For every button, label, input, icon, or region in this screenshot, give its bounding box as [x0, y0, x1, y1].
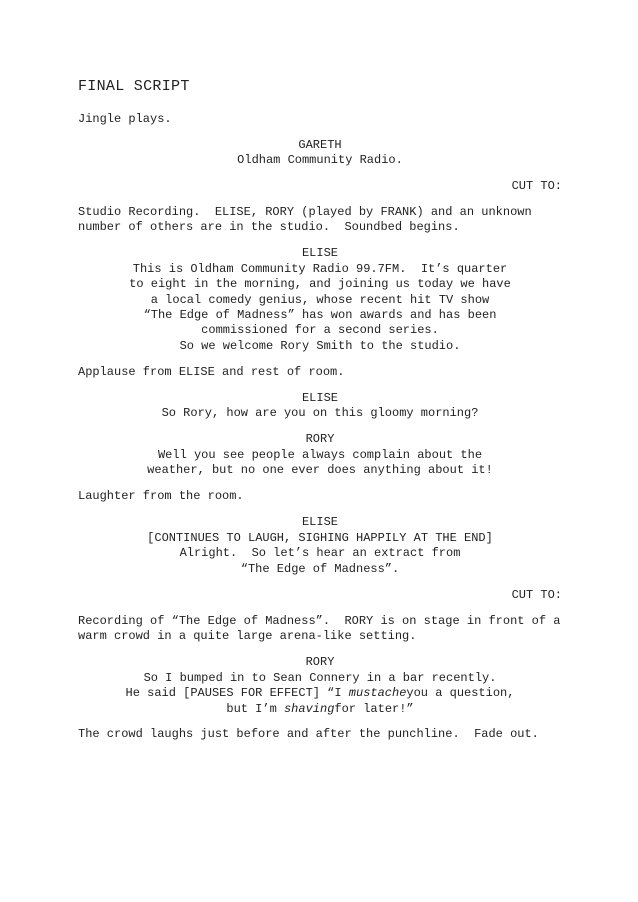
transition-cut-to: CUT TO:	[511, 588, 562, 602]
dialogue-line: “The Edge of Madness” has won awards and has been	[143, 308, 497, 322]
dialogue-line: to eight in the morning, and joining us today we have	[129, 277, 511, 291]
action-line: Applause from ELISE and rest of room.	[78, 365, 345, 379]
action-line: Laughter from the room.	[78, 489, 244, 503]
dialogue-line: So I bumped in to Sean Connery in a bar recently.	[143, 671, 497, 685]
scene-action-line: warm crowd in a quite large arena-like setting.	[78, 629, 417, 643]
dialogue-line	[78, 701, 562, 718]
dialogue-emphasis: mustache	[348, 686, 407, 700]
dialogue-text: but I’m	[226, 702, 284, 716]
dialogue-line: So we welcome Rory Smith to the studio.	[179, 339, 461, 353]
dialogue-text: you a question,	[406, 686, 515, 700]
dialogue-line: weather, but no one ever does anything about it!	[147, 463, 493, 477]
character-cue-elise: ELISE	[301, 515, 338, 529]
opening-action: Jingle plays.	[78, 112, 172, 126]
dialogue-line: a local comedy genius, whose recent hit TV show	[150, 293, 490, 307]
character-cue-elise: ELISE	[301, 246, 338, 260]
character-cue-elise: ELISE	[301, 391, 338, 405]
scene-action-line: number of others are in the studio. Soundbed begins.	[78, 220, 460, 234]
dialogue-gareth: Oldham Community Radio.	[237, 153, 403, 167]
dialogue-text: for later!”	[334, 702, 414, 716]
dialogue-line: Well you see people always complain about the	[157, 448, 483, 462]
dialogue-line: “The Edge of Madness”.	[240, 562, 400, 576]
character-cue-gareth: GARETH	[298, 138, 342, 152]
dialogue-line: [CONTINUES TO LAUGH, SIGHING HAPPILY AT THE END]	[147, 531, 493, 545]
closing-action: The crowd laughs just before and after the punchline. Fade out.	[78, 727, 539, 741]
dialogue-line: So Rory, how are you on this gloomy morning?	[161, 406, 479, 420]
dialogue-line: Alright. So let’s hear an extract from	[179, 546, 461, 560]
script-title: FINAL SCRIPT	[78, 78, 190, 95]
character-cue-rory: RORY	[305, 655, 335, 669]
scene-action-line: Recording of “The Edge of Madness”. RORY is on stage in front of a	[78, 614, 561, 628]
dialogue-line: This is Oldham Community Radio 99.7FM. It’s quarter	[132, 262, 508, 276]
dialogue-text: He said [PAUSES FOR EFFECT] “I	[125, 686, 349, 700]
dialogue-line	[78, 685, 562, 702]
character-cue-rory: RORY	[305, 432, 335, 446]
scene-action-line: Studio Recording. ELISE, RORY (played by FRANK) and an unknown	[78, 205, 532, 219]
dialogue-emphasis: shaving	[283, 702, 335, 716]
transition-cut-to: CUT TO:	[511, 179, 562, 193]
dialogue-line: commissioned for a second series.	[201, 323, 439, 337]
